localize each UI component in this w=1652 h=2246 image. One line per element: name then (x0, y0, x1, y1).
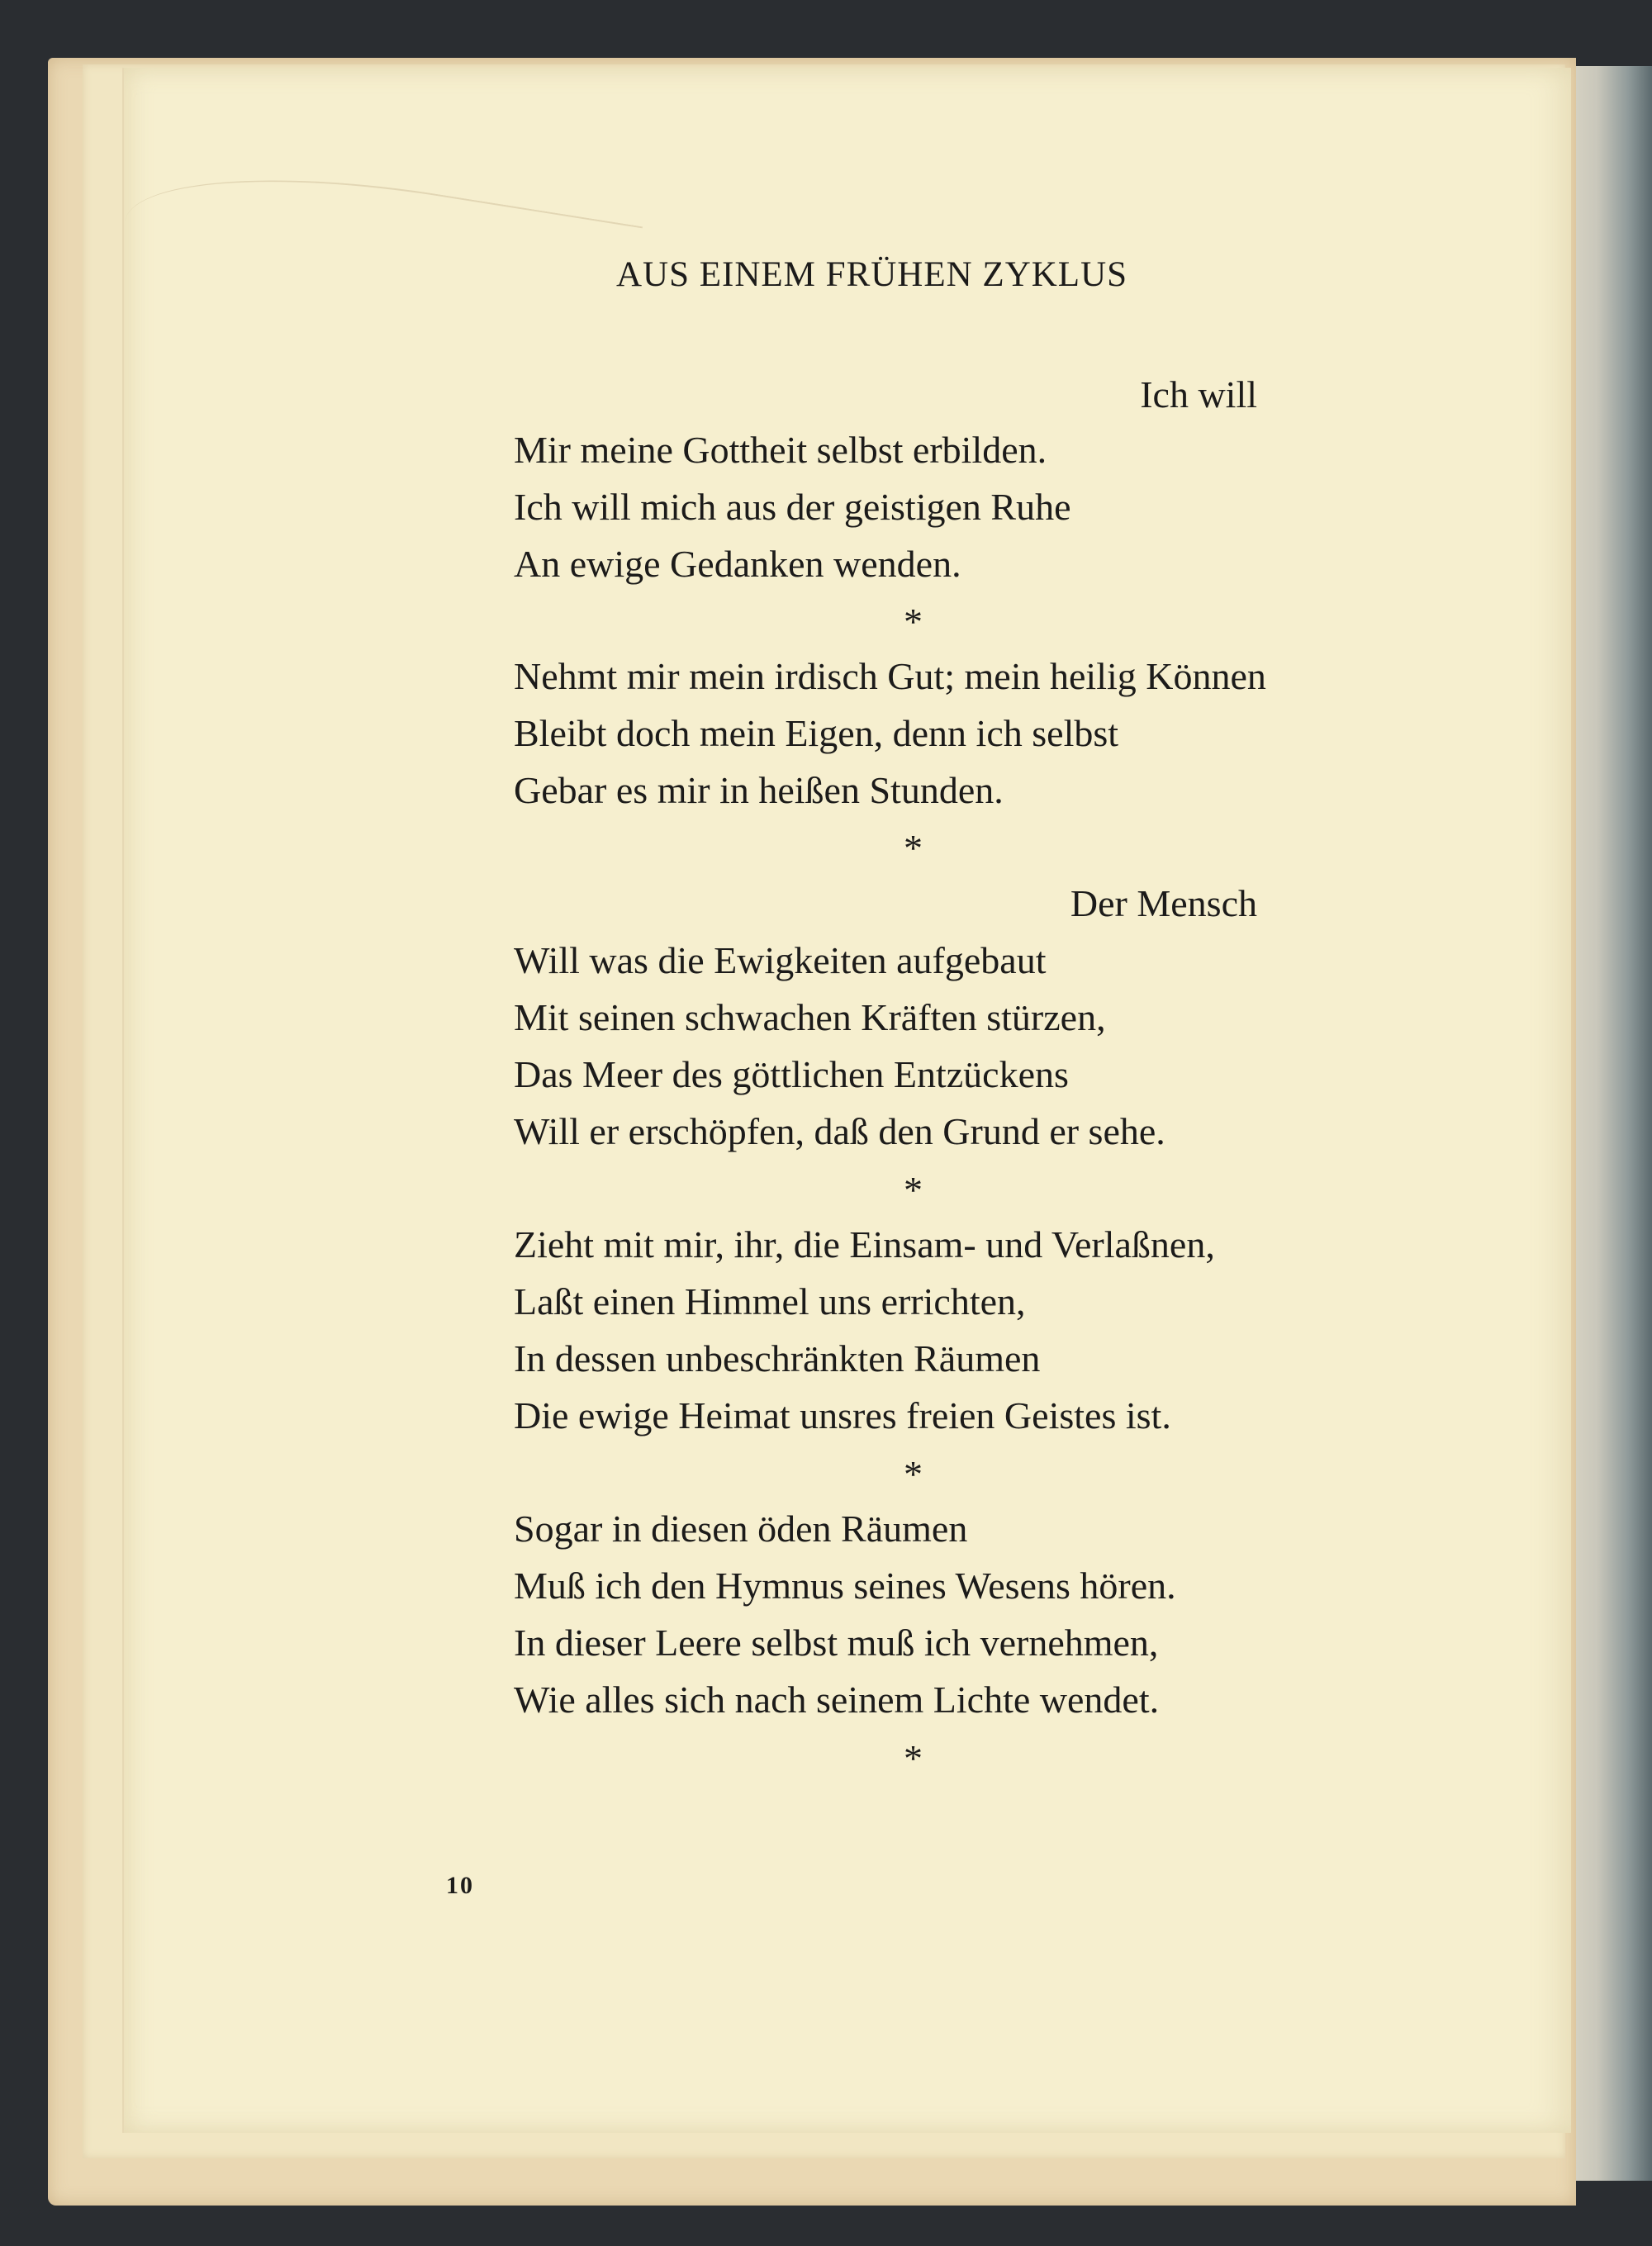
page-number: 10 (446, 1872, 474, 1899)
poem-line: Nehmt mir mein irdisch Gut; mein heilig Können (514, 655, 1266, 697)
poem-line: Mit seinen schwachen Kräften stürzen, (514, 996, 1106, 1038)
poem-line: Mir meine Gottheit selbst erbilden. (514, 429, 1047, 471)
poem-line: Will er erschöpfen, daß den Grund er sehe. (514, 1110, 1165, 1152)
separator-star: * (904, 1169, 923, 1211)
poem-line: Will was die Ewigkeiten aufgebaut (514, 939, 1047, 981)
poem-line: Ich will mich aus der geistigen Ruhe (514, 486, 1071, 528)
poem-line: Wie alles sich nach seinem Lichte wendet. (514, 1679, 1160, 1721)
poem-line: In dieser Leere selbst muß ich vernehmen, (514, 1622, 1159, 1664)
poem-line: Sogar in diesen öden Räumen (514, 1508, 968, 1550)
separator-star: * (904, 827, 923, 869)
poem-line: Muß ich den Hymnus seines Wesens hören. (514, 1565, 1176, 1607)
poem-line: Laßt einen Himmel uns errichten, (514, 1280, 1026, 1322)
poem-line: In dessen unbeschränkten Räumen (514, 1337, 1041, 1379)
poem-line: Zieht mit mir, ihr, die Einsam- und Verlaßnen, (514, 1223, 1215, 1265)
poem-title: AUS EINEM FRÜHEN ZYKLUS (616, 255, 1128, 294)
poem-line: Gebar es mir in heißen Stunden. (514, 769, 1004, 811)
poem-line: Bleibt doch mein Eigen, denn ich selbst (514, 712, 1119, 754)
separator-star: * (904, 601, 923, 643)
stanza-lead: Der Mensch (1070, 882, 1257, 924)
poem-line: Die ewige Heimat unsres freien Geistes ist. (514, 1394, 1171, 1436)
stanza-lead: Ich will (1140, 373, 1257, 415)
separator-star: * (904, 1453, 923, 1495)
separator-star: * (904, 1737, 923, 1779)
poem-line: Das Meer des göttlichen Entzückens (514, 1053, 1069, 1095)
poem-line: An ewige Gedanken wenden. (514, 543, 961, 585)
